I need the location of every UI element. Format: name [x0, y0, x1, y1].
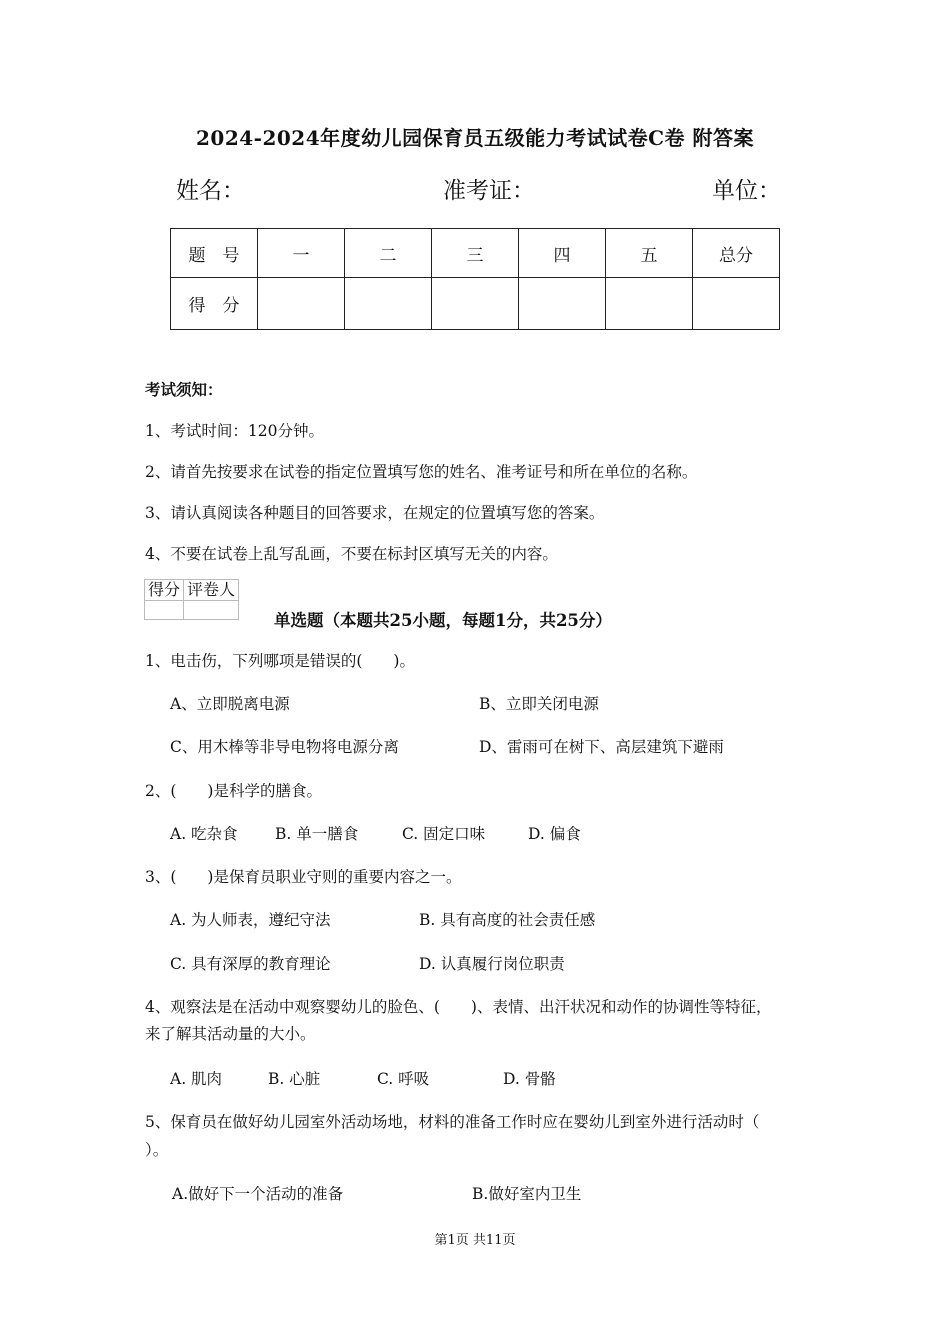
question-stem: 5、保育员在做好幼儿园室外活动场地，材料的准备工作时应在婴幼儿到室外进行活动时（ — [145, 1113, 760, 1131]
option-d[interactable]: D、雷雨可在树下、高层建筑下避雨 — [479, 738, 724, 756]
score-table — [170, 228, 780, 330]
question-stem-continued: ）。 — [145, 1141, 169, 1159]
header-cell: 题 号 — [171, 229, 258, 278]
grader-score-cell[interactable] — [145, 601, 184, 620]
header-cell: 总分 — [693, 229, 780, 278]
option-b[interactable]: B. 心脏 — [268, 1070, 321, 1088]
header-cell: 一 — [258, 229, 345, 278]
option-a[interactable]: A.做好下一个活动的准备 — [172, 1185, 344, 1203]
notice-heading: 考试须知： — [145, 380, 223, 399]
notice-item: 2、请首先按要求在试卷的指定位置填写您的姓名、准考证号和所在单位的名称。 — [145, 463, 698, 481]
score-cell[interactable] — [693, 278, 780, 330]
option-b[interactable]: B. 具有高度的社会责任感 — [419, 911, 596, 929]
header-cell: 四 — [519, 229, 606, 278]
grader-score-label: 得分 — [145, 580, 184, 601]
option-d[interactable]: D. 偏食 — [528, 825, 581, 843]
page-title: 2024-2024年度幼儿园保育员五级能力考试试卷C卷 附答案 — [195, 126, 754, 150]
section-title: 单选题（本题共25小题，每题1分，共25分） — [274, 611, 612, 630]
notice-item: 4、不要在试卷上乱写乱画，不要在标封区填写无关的内容。 — [145, 545, 558, 563]
option-a[interactable]: A. 为人师表，遵纪守法 — [170, 911, 331, 929]
option-b[interactable]: B、立即关闭电源 — [479, 695, 599, 713]
option-a[interactable]: A. 吃杂食 — [170, 825, 238, 843]
page-footer: 第1页 共11页 — [434, 1233, 516, 1248]
score-cell[interactable] — [519, 278, 606, 330]
option-a[interactable]: A. 肌肉 — [170, 1070, 223, 1088]
grader-reviewer-label: 评卷人 — [184, 580, 239, 601]
score-cell[interactable] — [258, 278, 345, 330]
header-cell: 三 — [432, 229, 519, 278]
option-d[interactable]: D. 认真履行岗位职责 — [419, 955, 565, 973]
option-c[interactable]: C. 具有深厚的教育理论 — [170, 955, 331, 973]
unit-label: 单位： — [712, 178, 781, 204]
option-d[interactable]: D. 骨骼 — [503, 1070, 556, 1088]
header-cell: 二 — [345, 229, 432, 278]
score-row-label: 得 分 — [171, 278, 258, 330]
score-table-header-row — [171, 229, 780, 278]
option-b[interactable]: B. 单一膳食 — [275, 825, 359, 843]
question-stem-continued: 来了解其活动量的大小。 — [145, 1025, 316, 1043]
notice-item: 3、请认真阅读各种题目的回答要求，在规定的位置填写您的答案。 — [145, 504, 605, 522]
name-label: 姓名： — [176, 178, 245, 204]
exam-id-label: 准考证： — [443, 178, 535, 204]
grader-table — [144, 579, 239, 620]
question-stem: 3、( )是保育员职业守则的重要内容之一。 — [145, 868, 462, 886]
option-a[interactable]: A、立即脱离电源 — [170, 695, 290, 713]
score-table-score-row — [171, 278, 780, 330]
notice-item: 1、考试时间：120分钟。 — [145, 422, 324, 440]
grader-reviewer-cell[interactable] — [184, 601, 239, 620]
option-c[interactable]: C. 呼吸 — [377, 1070, 430, 1088]
header-cell: 五 — [606, 229, 693, 278]
question-stem: 4、观察法是在活动中观察婴幼儿的脸色、( )、表情、出汗状况和动作的协调性等特征， — [145, 998, 772, 1016]
question-stem: 2、( )是科学的膳食。 — [145, 782, 322, 800]
score-cell[interactable] — [432, 278, 519, 330]
option-b[interactable]: B.做好室内卫生 — [472, 1185, 582, 1203]
question-stem: 1、电击伤，下列哪项是错误的( )。 — [145, 652, 415, 670]
option-c[interactable]: C、用木棒等非导电物将电源分离 — [170, 738, 399, 756]
option-c[interactable]: C. 固定口味 — [402, 825, 486, 843]
score-cell[interactable] — [606, 278, 693, 330]
score-cell[interactable] — [345, 278, 432, 330]
